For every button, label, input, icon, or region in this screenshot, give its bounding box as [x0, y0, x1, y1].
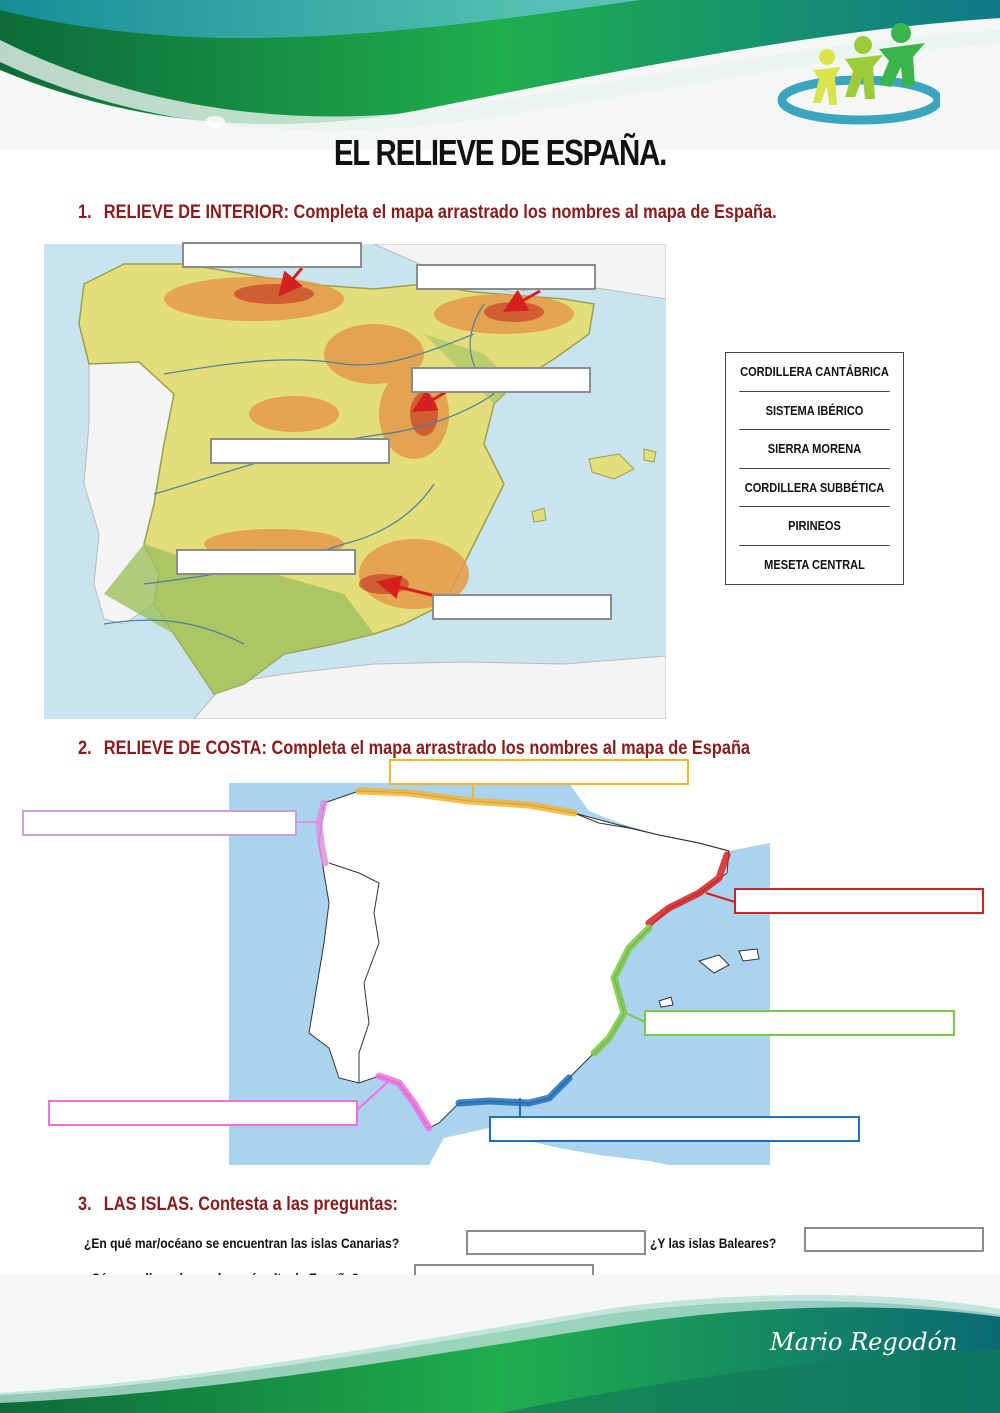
word-bank-item[interactable]: PIRINEOS — [739, 507, 889, 546]
drop-box-subbetica[interactable] — [432, 594, 612, 620]
drop-box-iberico[interactable] — [411, 367, 591, 393]
relief-map — [44, 244, 666, 719]
section-heading: RELIEVE DE COSTA: — [103, 738, 267, 759]
word-bank-item[interactable]: SISTEMA IBÉRICO — [739, 392, 889, 431]
drop-box-coast-northwest[interactable] — [22, 810, 297, 836]
section-2-heading — [78, 738, 750, 760]
drop-box-coast-southeast[interactable] — [489, 1116, 860, 1142]
section-heading: RELIEVE DE INTERIOR: — [103, 202, 290, 223]
word-bank — [725, 352, 904, 585]
drop-box-coast-south[interactable] — [48, 1100, 358, 1126]
drop-box-meseta[interactable] — [210, 438, 390, 464]
answer-canarias-input[interactable] — [466, 1230, 646, 1255]
word-bank-item[interactable]: CORDILLERA SUBBÉTICA — [739, 469, 889, 508]
section-number: 3. — [78, 1194, 92, 1215]
word-bank-item[interactable]: SIERRA MORENA — [739, 430, 889, 469]
section-number: 1. — [78, 202, 92, 223]
word-bank-item[interactable]: MESETA CENTRAL — [764, 557, 865, 573]
drop-box-cantabrica[interactable] — [182, 242, 362, 268]
section-heading: LAS ISLAS. — [103, 1194, 194, 1215]
author-signature: Mario Regodón — [770, 1328, 958, 1356]
question-baleares: ¿Y las islas Baleares? — [650, 1235, 777, 1251]
logo — [775, 15, 940, 125]
section-text: Contesta a las preguntas: — [193, 1194, 398, 1215]
section-number: 2. — [78, 738, 92, 759]
page-title: EL RELIEVE DE ESPAÑA. — [333, 132, 667, 173]
question-canarias: ¿En qué mar/océano se encuentran las islas Canarias? — [84, 1235, 400, 1251]
drop-box-coast-north[interactable] — [389, 759, 689, 785]
drop-box-sierra-morena[interactable] — [176, 549, 356, 575]
section-text: Completa el mapa arrastrado los nombres al mapa de España. — [289, 202, 777, 223]
section-1-heading — [78, 202, 777, 224]
drop-box-coast-east[interactable] — [644, 1010, 955, 1036]
section-text: Completa el mapa arrastrado los nombres al mapa de España — [266, 738, 751, 759]
drop-box-pirineos[interactable] — [416, 264, 596, 290]
answer-baleares-input[interactable] — [804, 1227, 984, 1252]
word-bank-item[interactable]: CORDILLERA CANTÁBRICA — [739, 353, 889, 392]
drop-box-coast-northeast[interactable] — [734, 888, 984, 914]
section-3-heading — [78, 1194, 398, 1216]
